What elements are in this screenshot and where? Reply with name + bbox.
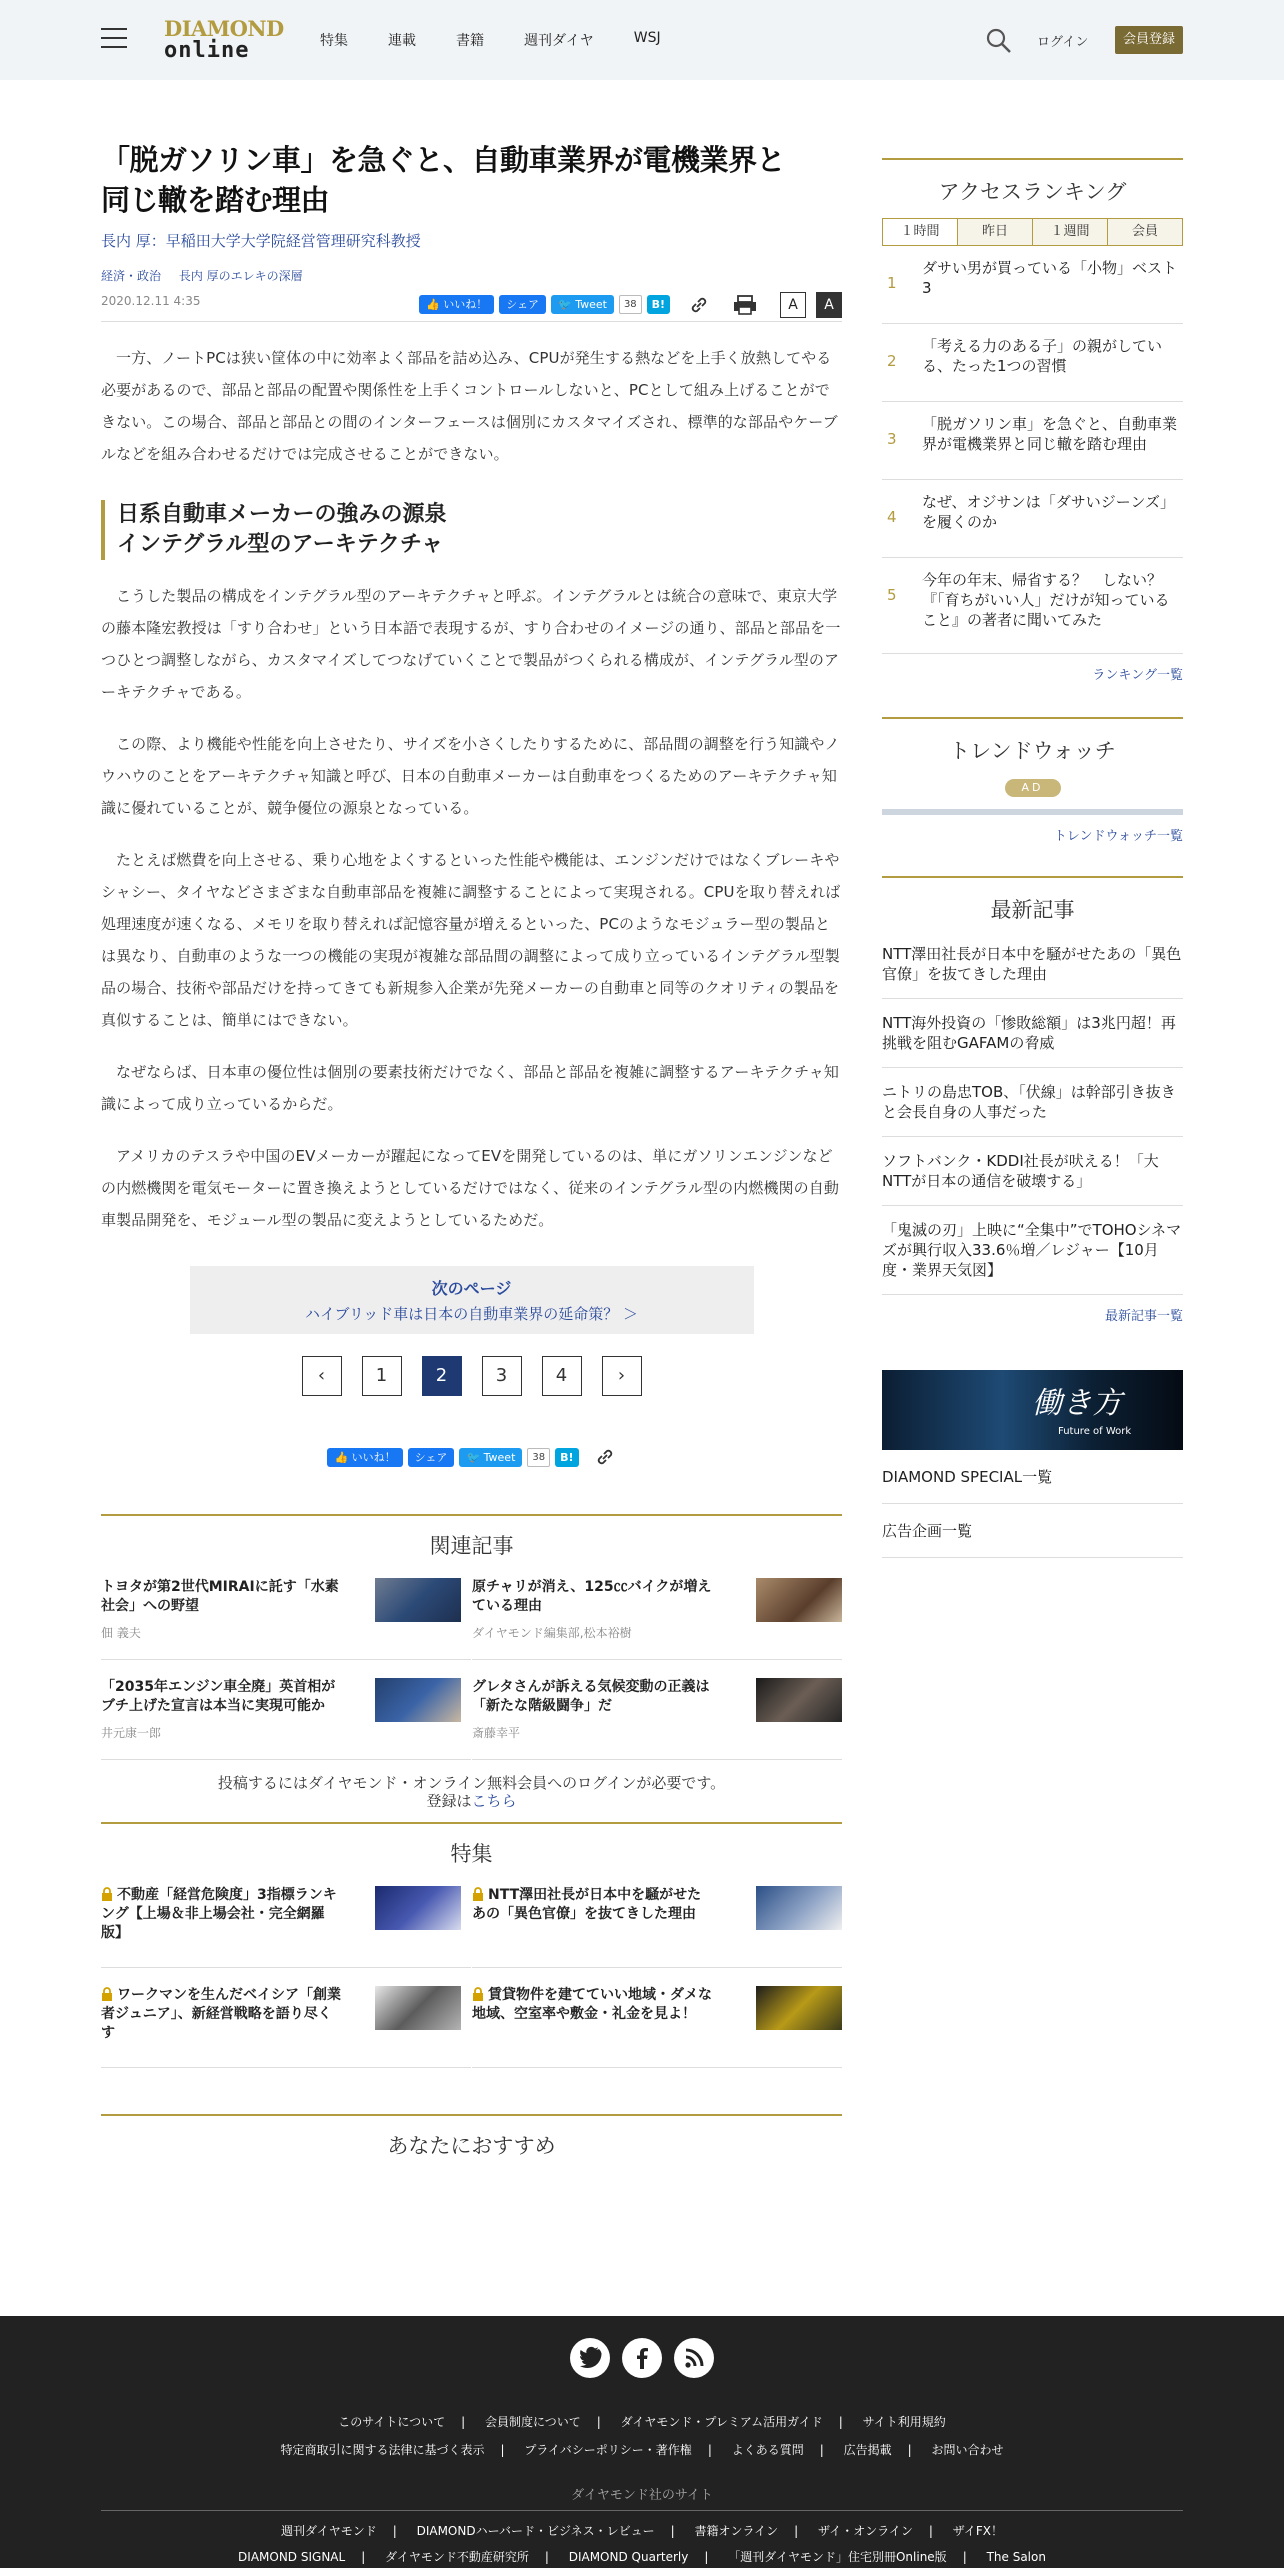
trend-heading: トレンドウォッチ (882, 717, 1183, 765)
lock-icon (472, 1987, 484, 2001)
paragraph: 一方、ノートPCは狭い筐体の中に効率よく部品を詰め込み、CPUが発生する熱などを上手く放熱してやる必要があるので、部品と部品の配置や関係性を上手くコントロールしないと、PCとして組み上げることができない。この場合、部品と部品との間のインターフェースは個別にカスタマイズされ、標準的な部品やケーブルなどを組み合わせるだけでは完成させることができない。 (101, 349, 838, 463)
ranking-item[interactable]: 2 「考える力のある子」の親がしている、たった1つの習慣 (882, 324, 1183, 402)
thumbnail-image (756, 1986, 842, 2030)
footer-link[interactable]: 書籍オンライン (694, 2524, 779, 2538)
facebook-share-button[interactable]: シェア (408, 1448, 455, 1467)
tweet-count: 38 (619, 295, 642, 314)
nav-item-tokushu[interactable]: 特集 (320, 33, 348, 49)
related-heading: 関連記事 (101, 1514, 842, 1560)
news-item[interactable]: NTT海外投資の「惨敗総額」は3兆円超！再挑戦を阻むGAFAMの脅威 (882, 999, 1183, 1068)
next-page-link[interactable]: 次のページ ハイブリッド車は日本の自動車業界の延命策？ ＞ (190, 1266, 754, 1334)
footer-link[interactable]: ダイヤモンド・プレミアム活用ガイド (620, 2415, 823, 2429)
ranking-list (882, 246, 1183, 654)
nav-item-weekly[interactable]: 週刊ダイヤ (524, 33, 594, 49)
login-note: 投稿するにはダイヤモンド・オンライン無料会員へのログインが必要です。 登録はこちら (217, 1774, 726, 1810)
page-4-button[interactable]: 4 (542, 1356, 582, 1396)
site-footer (0, 2316, 1284, 2568)
site-logo[interactable]: DIAMOND online (164, 16, 284, 63)
ranking-more-link[interactable]: ランキング一覧 (1092, 668, 1183, 683)
footer-link[interactable]: 特定商取引に関する法律に基づく表示 (280, 2443, 485, 2457)
twitter-icon[interactable] (570, 2338, 610, 2378)
footer-link[interactable]: DIAMONDハーバード・ビジネス・レビュー (416, 2524, 655, 2538)
article-column (101, 140, 842, 2160)
tab-yesterday[interactable]: 昨日 (958, 219, 1033, 245)
nav-item-shoseki[interactable]: 書籍 (456, 33, 484, 49)
features-heading: 特集 (101, 1822, 842, 1868)
footer-divider (101, 2510, 1183, 2511)
news-item[interactable]: NTT澤田社長が日本中を騒がせたあの「異色官僚」を抜てきした理由 (882, 930, 1183, 999)
hatena-bookmark-button[interactable]: B! (555, 1448, 578, 1467)
register-link[interactable]: こちら (471, 1792, 517, 1810)
tab-1hour[interactable]: １時間 (883, 219, 958, 245)
diamond-special-link[interactable]: DIAMOND SPECIAL一覧 (882, 1450, 1183, 1504)
share-buttons-bottom (101, 1446, 842, 1468)
news-more-link[interactable]: 最新記事一覧 (1104, 1309, 1183, 1324)
thumbnail-image (375, 1886, 461, 1930)
facebook-like-button[interactable]: 👍 いいね！ (419, 295, 494, 314)
main-nav (320, 30, 701, 50)
sister-sites-1: 週刊ダイヤモンド | DIAMONDハーバード・ビジネス・レビュー | 書籍オンライン | ザイ・オンライン | ザイFX！ (280, 2524, 1004, 2538)
footer-link[interactable]: ザイFX！ (952, 2524, 1004, 2538)
footer-link[interactable]: DIAMOND SIGNAL (238, 2550, 346, 2564)
trend-divider (882, 809, 1183, 815)
feature-article[interactable]: 賃貸物件を建てていい地域・ダメな地域、空室率や敷金・礼金を見よ！ (472, 1968, 842, 2068)
feature-article[interactable]: NTT澤田社長が日本中を騒がせたあの「異色官僚」を抜てきした理由 (472, 1868, 842, 1968)
footer-links-2: 特定商取引に関する法律に基づく表示 | プライバシーポリシー・著作権 | よくある質問 | 広告掲載 | お問い合わせ (280, 2443, 1004, 2457)
article-tools (688, 292, 842, 318)
facebook-share-button[interactable]: シェア (499, 295, 546, 314)
tweet-button[interactable]: 🐦 Tweet (459, 1448, 522, 1467)
font-size-small-button[interactable]: A (780, 292, 806, 318)
font-size-large-button[interactable]: A (816, 292, 842, 318)
trend-more-link[interactable]: トレンドウォッチ一覧 (1053, 829, 1183, 844)
future-of-work-banner[interactable]: 働き方 Future of Work (882, 1370, 1183, 1450)
tab-1week[interactable]: １週間 (1033, 219, 1108, 245)
footer-link[interactable]: DIAMOND Quarterly (568, 2550, 689, 2564)
link-icon[interactable] (688, 294, 710, 316)
search-icon[interactable] (985, 27, 1013, 55)
sister-sites-heading: ダイヤモンド社のサイト (571, 2488, 713, 2503)
news-item[interactable]: ニトリの島忠TOB、「伏線」は幹部引き抜きと会長自身の人事だった (882, 1068, 1183, 1137)
related-article[interactable]: 原チャリが消え、125㏄バイクが増えている理由 ダイヤモンド編集部,松本裕樹 (472, 1560, 842, 1660)
sister-sites-2: DIAMOND SIGNAL | ダイヤモンド不動産研究所 | DIAMOND Quarterly | 「週刊ダイヤモンド」住宅別冊Online版 | The Salon (238, 2550, 1046, 2564)
news-list (882, 930, 1183, 1295)
news-item[interactable]: ソフトバンク・KDDI社長が吠える！「大NTTが日本の通信を破壊する」 (882, 1137, 1183, 1206)
paragraph: たとえば燃費を向上させる、乗り心地をよくするといった性能や機能は、エンジンだけではなくブレーキやシャシー、タイヤなどさまざまな自動車部品を複雑に調整することによって実現される。CPUを取り替えれば処理速度が速くなる、メモリを取り替えれば記憶容量が増えるといった、PCのようなモジュラー型の製品とは異なり、自動車のような一つの機能の実現が複雑な部品間の調整によって成り立っているインテグラル型製品の場合、技術や部品だけを持ってきても新規参入企業が先発メーカーの自動車と同等のクオリティの製品を真似することは、簡単にはできない。 (101, 851, 841, 1029)
ranking-item[interactable]: 4 なぜ、オジサンは「ダサいジーンズ」を履くのか (882, 480, 1183, 558)
ranking-item[interactable]: 1 ダサい男が買っている「小物」ベスト3 (882, 246, 1183, 324)
footer-link[interactable]: 週刊ダイヤモンド (280, 2524, 377, 2538)
hatena-bookmark-button[interactable]: B! (647, 295, 670, 314)
ranking-item[interactable]: 3 「脱ガソリン車」を急ぐと、自動車業界が電機業界と同じ轍を踏む理由 (882, 402, 1183, 480)
tab-member[interactable]: 会員 (1108, 219, 1182, 245)
footer-link[interactable]: 会員制度について (485, 2415, 581, 2429)
footer-link[interactable]: お問い合わせ (931, 2443, 1004, 2457)
facebook-icon[interactable] (622, 2338, 662, 2378)
footer-link[interactable]: このサイトについて (338, 2415, 446, 2429)
recommend-heading: あなたにおすすめ (101, 2114, 842, 2160)
feature-articles (101, 1868, 842, 2068)
ad-list-link[interactable]: 広告企画一覧 (882, 1504, 1183, 1558)
prev-page-button[interactable]: ‹ (302, 1356, 342, 1396)
thumbnail-image (756, 1678, 842, 1722)
thumbnail-image (375, 1986, 461, 2030)
facebook-like-button[interactable]: 👍 いいね！ (327, 1448, 402, 1467)
lock-icon (101, 1887, 113, 1901)
page-3-button[interactable]: 3 (482, 1356, 522, 1396)
page-2-button[interactable]: 2 (422, 1356, 462, 1396)
footer-link[interactable]: プライバシーポリシー・著作権 (524, 2443, 692, 2457)
tweet-count: 38 (527, 1448, 550, 1467)
article-meta (101, 292, 842, 322)
thumbnail-image (756, 1578, 842, 1622)
thumbnail-image (756, 1886, 842, 1930)
category-links (101, 267, 842, 284)
paragraph: こうした製品の構成をインテグラル型のアーキテクチャと呼ぶ。インテグラルとは統合の意味で、東京大学の藤本隆宏教授は「すり合わせ」という日本語で表現するが、すり合わせのイメージの通り、部品と部品を一つひとつ調整しながら、カスタマイズしてつなげていくことで製品がつくられる構成が、インテグラル型のアーキテクチャである。 (101, 587, 841, 701)
ad-badge: AD (1005, 779, 1061, 797)
footer-link[interactable]: 広告掲載 (843, 2443, 892, 2457)
news-heading: 最新記事 (882, 876, 1183, 924)
ranking-tabs (882, 218, 1183, 246)
register-button[interactable]: 会員登録 (1115, 26, 1183, 54)
related-article[interactable]: 「2035年エンジン車全廃」英首相がブチ上げた宣言は本当に実現可能か 井元康一郎 (101, 1660, 471, 1760)
related-article[interactable]: グレタさんが訴える気候変動の正義は「新たな階級闘争」だ 斎藤幸平 (472, 1660, 842, 1760)
menu-icon[interactable] (101, 28, 127, 50)
thumbnail-image (375, 1578, 461, 1622)
article-subhead: 日系自動車メーカーの強みの源泉 インテグラル型のアーキテクチャ (101, 500, 842, 560)
next-page-button[interactable]: › (602, 1356, 642, 1396)
sidebar (882, 158, 1183, 1558)
footer-link[interactable]: ダイヤモンド不動産研究所 (385, 2550, 529, 2564)
rss-icon[interactable] (674, 2338, 714, 2378)
footer-links-1: このサイトについて | 会員制度について | ダイヤモンド・プレミアム活用ガイド | サイト利用規約 (338, 2415, 946, 2429)
lock-icon (101, 1987, 113, 2001)
article-body (101, 342, 842, 1236)
tweet-button[interactable]: 🐦 Tweet (551, 295, 614, 314)
article-author[interactable]: 長内 厚：早稲田大学大学院経営管理研究科教授 (101, 232, 421, 250)
nav-item-rensai[interactable]: 連載 (388, 33, 416, 49)
news-item[interactable]: 「鬼滅の刃」上映に“全集中”でTOHOシネマズが興行収入33.6％増／レジャー【10月度・業界天気図】 (882, 1206, 1183, 1295)
ranking-item[interactable]: 5 今年の年末、帰省する？ しない？『「育ちがいい人」だけが知っていること』の著者に聞いてみた (882, 558, 1183, 654)
series-link[interactable]: 長内 厚のエレキの深層 (178, 269, 303, 283)
page-1-button[interactable]: 1 (362, 1356, 402, 1396)
footer-link[interactable]: サイト利用規約 (862, 2415, 946, 2429)
publish-date: 2020.12.11 4:35 (101, 294, 201, 308)
related-article[interactable]: トヨタが第2世代MIRAIに託す「水素社会」への野望 佃 義夫 (101, 1560, 471, 1660)
paragraph: アメリカのテスラや中国のEVメーカーが躍起になってEVを開発しているのは、単にガソリンエンジンなどの内燃機関を電気モーターに置き換えようとしているだけではなく、従来のインテグラル型の内燃機関の自動車製品開発を、モジュール型の製品に変えようとしているためだ。 (101, 1147, 839, 1229)
related-articles (101, 1560, 842, 1760)
print-icon[interactable] (732, 294, 758, 316)
link-icon[interactable] (594, 1446, 616, 1468)
footer-link[interactable]: ザイ・オンライン (818, 2524, 913, 2538)
feature-article[interactable]: 不動産「経営危険度」3指標ランキング【上場＆非上場会社・完全網羅版】 (101, 1868, 471, 1968)
footer-link[interactable]: よくある質問 (731, 2443, 804, 2457)
ranking-heading: アクセスランキング (882, 158, 1183, 206)
thumbnail-image (375, 1678, 461, 1722)
pagination (101, 1356, 842, 1396)
feature-article[interactable]: ワークマンを生んだベイシア「創業者ジュニア」、新経営戦略を語り尽くす (101, 1968, 471, 2068)
paragraph: この際、より機能や性能を向上させたり、サイズを小さくしたりするために、部品間の調整を行う知識やノウハウのことをアーキテクチャ知識と呼び、日本の自動車メーカーは自動車をつくるためのアーキテクチャ知識に優れていることが、競争優位の源泉となっている。 (101, 735, 840, 817)
social-links (570, 2338, 714, 2378)
site-header (0, 0, 1284, 80)
paragraph: なぜならば、日本車の優位性は個別の要素技術だけでなく、部品と部品を複雑に調整するアーキテクチャ知識によって成り立っているからだ。 (101, 1063, 840, 1113)
footer-link[interactable]: 「週刊ダイヤモンド」住宅別冊Online版 (728, 2550, 947, 2564)
login-link[interactable]: ログイン (1037, 35, 1089, 50)
footer-link[interactable]: The Salon (986, 2550, 1046, 2564)
article-title: 「脱ガソリン車」を急ぐと、自動車業界が電機業界と 同じ轍を踏む理由 (101, 143, 786, 217)
category-link[interactable]: 経済・政治 (101, 269, 162, 283)
nav-item-wsj[interactable]: WSJ (633, 30, 661, 46)
lock-icon (472, 1887, 484, 1901)
share-buttons (419, 295, 670, 314)
